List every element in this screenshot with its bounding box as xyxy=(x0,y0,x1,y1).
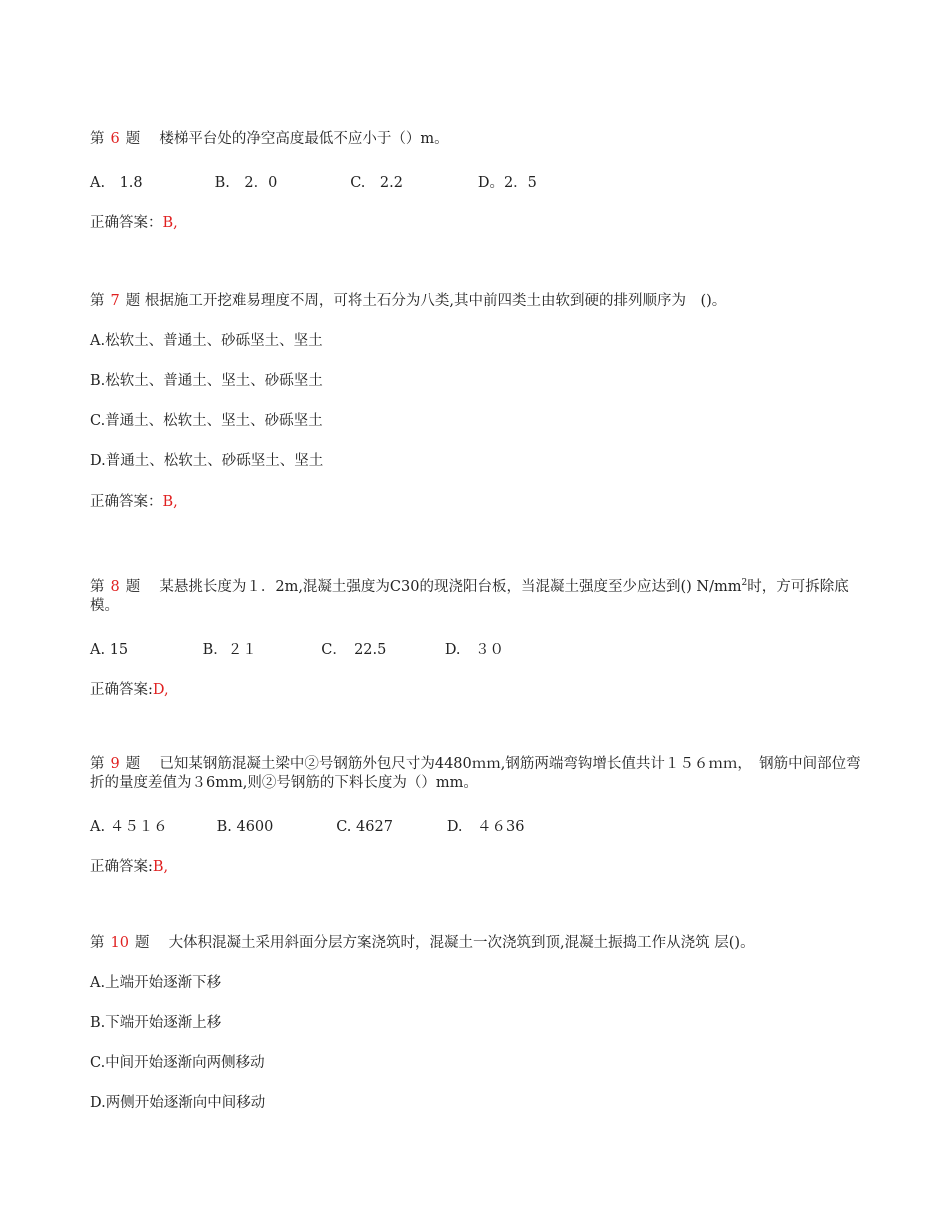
option-a: A.松软土、普通土、砂砾坚土、坚土 xyxy=(90,333,323,349)
answer-line xyxy=(90,681,865,700)
question-prefix: 第 xyxy=(90,756,105,772)
option-d: D。2．5 xyxy=(477,175,537,191)
answer-value: B, xyxy=(162,494,178,510)
option-d: D.两侧开始逐渐向中间移动 xyxy=(90,1095,266,1111)
question-text: 根据施工开挖难易理度不周，可将土石分为八类,其中前四类土由软到硬的排列顺序为 ()。 xyxy=(144,293,727,309)
question-stem xyxy=(90,574,865,616)
question-stem xyxy=(90,130,865,149)
question-prefix: 第 xyxy=(90,578,105,595)
question-number: 7 xyxy=(110,293,120,309)
answer-value: B, xyxy=(162,215,178,231)
question-suffix: 题 xyxy=(125,293,141,309)
question-number: 10 xyxy=(110,935,129,951)
question-suffix: 题 xyxy=(125,131,141,147)
option-c: C. 2.2 xyxy=(350,175,403,191)
question-7 xyxy=(90,292,865,512)
answer-label: 正确答案： xyxy=(90,494,163,510)
option-b: B.松软土、普通土、坚土、砂砾坚土 xyxy=(90,373,323,389)
option-c: C.普通土、松软土、坚土、砂砾坚土 xyxy=(90,413,323,429)
option-d: D. ３０ xyxy=(444,641,505,658)
option-b: B.下端开始逐渐上移 xyxy=(90,1015,222,1031)
question-text: 楼梯平台处的净空高度最低不应小于（）m。 xyxy=(159,131,449,147)
question-prefix: 第 xyxy=(90,935,105,951)
option-b: B. 4600 xyxy=(216,819,274,835)
option-a: A. 15 xyxy=(90,641,129,658)
question-prefix: 第 xyxy=(90,131,105,147)
question-10 xyxy=(90,934,865,1113)
answer-line xyxy=(90,214,865,233)
option-a: A. ４５１６ xyxy=(90,819,168,835)
option-d: D.普通土、松软土、砂砾坚土、坚土 xyxy=(90,453,324,469)
option-c: C. 4627 xyxy=(336,819,393,835)
option-b: B．２１ xyxy=(202,641,257,658)
question-8 xyxy=(90,574,865,700)
superscript: 2 xyxy=(741,578,748,588)
option-a: A. 1.8 xyxy=(90,175,143,191)
question-text: 某悬挑长度为１．2m,混凝土强度为C30的现浇阳台板，当混凝土强度至少应达到() N/mm xyxy=(159,578,742,595)
question-6 xyxy=(90,130,865,233)
answer-value: B, xyxy=(152,859,169,875)
question-number: 8 xyxy=(110,578,120,595)
question-suffix: 题 xyxy=(125,578,141,595)
question-suffix: 题 xyxy=(134,935,150,951)
question-stem xyxy=(90,755,865,793)
question-stem xyxy=(90,292,865,311)
answer-line xyxy=(90,858,865,877)
question-stem xyxy=(90,934,865,953)
question-text: 大体积混凝土采用斜面分层方案浇筑时，混凝土一次浇筑到顶,混凝土振捣工作从浇筑 层()。 xyxy=(168,935,755,951)
answer-line xyxy=(90,493,865,512)
question-suffix: 题 xyxy=(125,756,141,772)
question-text: 已知某钢筋混凝土梁中②号钢筋外包尺寸为4480ｍｍ,钢筋两端弯钩增长值共计１５６ｍｍ， 钢筋中间部位弯折的量度差值为３6mm,则②号钢筋的下料长度为（）mm。 xyxy=(90,756,861,791)
options-row xyxy=(90,171,865,192)
answer-label: 正确答案: xyxy=(90,681,153,698)
option-a: A.上端开始逐渐下移 xyxy=(90,975,222,991)
question-text-cont: 时，方可拆除底模。 xyxy=(90,578,849,614)
question-9 xyxy=(90,755,865,877)
options-row xyxy=(90,815,865,836)
options-row xyxy=(90,638,865,659)
option-d: D. ４６36 xyxy=(446,819,525,835)
option-c: C.中间开始逐渐向两侧移动 xyxy=(90,1055,265,1071)
answer-label: 正确答案： xyxy=(90,215,163,231)
option-b: B. 2．0 xyxy=(214,175,278,191)
answer-value: D, xyxy=(152,681,169,698)
question-number: 6 xyxy=(110,131,120,147)
question-prefix: 第 xyxy=(90,293,105,309)
option-c: C． 22.5 xyxy=(321,641,387,658)
answer-label: 正确答案: xyxy=(90,859,153,875)
question-number: 9 xyxy=(110,756,120,772)
